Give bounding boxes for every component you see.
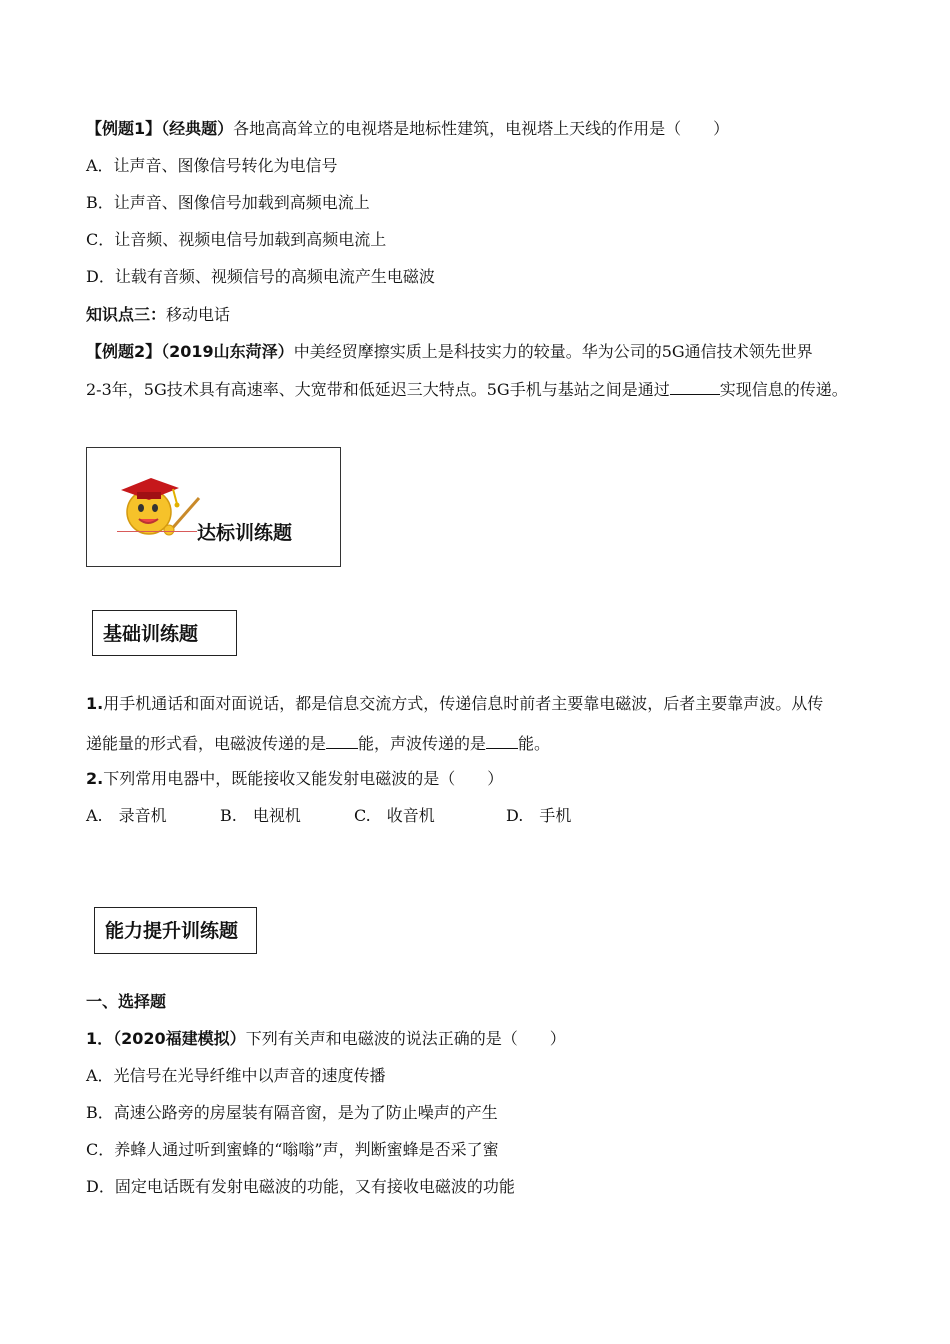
knowledge-point-heading [86,305,230,325]
basic-q2-number: 2. [86,769,104,788]
basic-q2-option-a: A. 录音机 [86,806,167,825]
advanced-q1-stem [86,1029,566,1049]
example1-option-d: D．让载有音频、视频信号的高频电流产生电磁波 [86,267,435,286]
advanced-q1-option-a: A．光信号在光导纤维中以声音的速度传播 [86,1066,386,1085]
example2-tag: 【例题2】 [86,342,162,361]
answer-blank [326,732,358,749]
advanced-q1-number: 1． [86,1029,114,1048]
basic-q1-text2c: 能。 [518,734,551,753]
example2-text2a: 2-3年，5G技术具有高速率、大宽带和低延迟三大特点。5G手机与基站之间是通过 [86,380,670,399]
basic-q2-option-b: B. 电视机 [220,806,301,825]
banner-title: 达标训练题 [197,522,293,544]
basic-q1-number: 1. [86,694,104,713]
answer-blank [486,732,518,749]
advanced-q1-text: 下列有关声和电磁波的说法正确的是（ ） [245,1029,566,1048]
basic-training-heading [92,610,237,656]
banner-underline [117,531,197,532]
training-banner [86,447,341,567]
basic-q1-text2b: 能，声波传递的是 [358,734,487,753]
basic-q2-options [86,806,571,826]
advanced-q1-source: （2020福建模拟） [113,1029,246,1048]
example1-option-b: B．让声音、图像信号加载到高频电流上 [86,193,370,212]
basic-q2-option-d: D. 手机 [506,806,572,825]
example1-question: 各地高高耸立的电视塔是地标性建筑，电视塔上天线的作用是（ ） [233,119,730,138]
example2-text2b: 实现信息的传递。 [719,380,848,399]
example2-text1: 中美经贸摩擦实质上是科技实力的较量。华为公司的5G通信技术领先世界 [293,342,813,361]
section-choice-heading: 一、选择题 [86,992,167,1011]
knowledge-point-label: 知识点三： [86,305,167,324]
advanced-heading-text: 能力提升训练题 [105,920,239,942]
basic-q1-line1 [86,694,823,714]
basic-q2-stem [86,769,503,789]
example1-tag: 【例题1】 [86,119,162,138]
example2-source: （2019山东菏泽） [161,342,294,361]
advanced-training-heading [94,907,257,954]
example2-line2 [86,378,848,400]
basic-q2-text: 下列常用电器中，既能接收又能发射电磁波的是（ ） [103,769,504,788]
answer-blank [670,378,720,395]
basic-q2-option-c: C. 收音机 [354,806,435,825]
example1-stem [86,119,729,139]
example1-option-c: C．让音频、视频电信号加载到高频电流上 [86,230,387,249]
advanced-q1-option-b: B．高速公路旁的房屋装有隔音窗，是为了防止噪声的产生 [86,1103,498,1122]
basic-heading-text: 基础训练题 [103,623,199,645]
example2-line1 [86,342,813,362]
example1-source: （经典题） [161,119,234,138]
advanced-q1-option-c: C．养蜂人通过听到蜜蜂的“嗡嗡”声，判断蜜蜂是否采了蜜 [86,1140,499,1159]
advanced-q1-option-d: D．固定电话既有发射电磁波的功能，又有接收电磁波的功能 [86,1177,515,1196]
basic-q1-text2a: 递能量的形式看，电磁波传递的是 [86,734,327,753]
example1-option-a: A．让声音、图像信号转化为电信号 [86,156,338,175]
knowledge-point-title: 移动电话 [166,305,231,324]
basic-q1-line2 [86,732,550,754]
basic-q1-text1: 用手机通话和面对面说话，都是信息交流方式，传递信息时前者主要靠电磁波，后者主要靠声波。从传 [103,694,824,713]
